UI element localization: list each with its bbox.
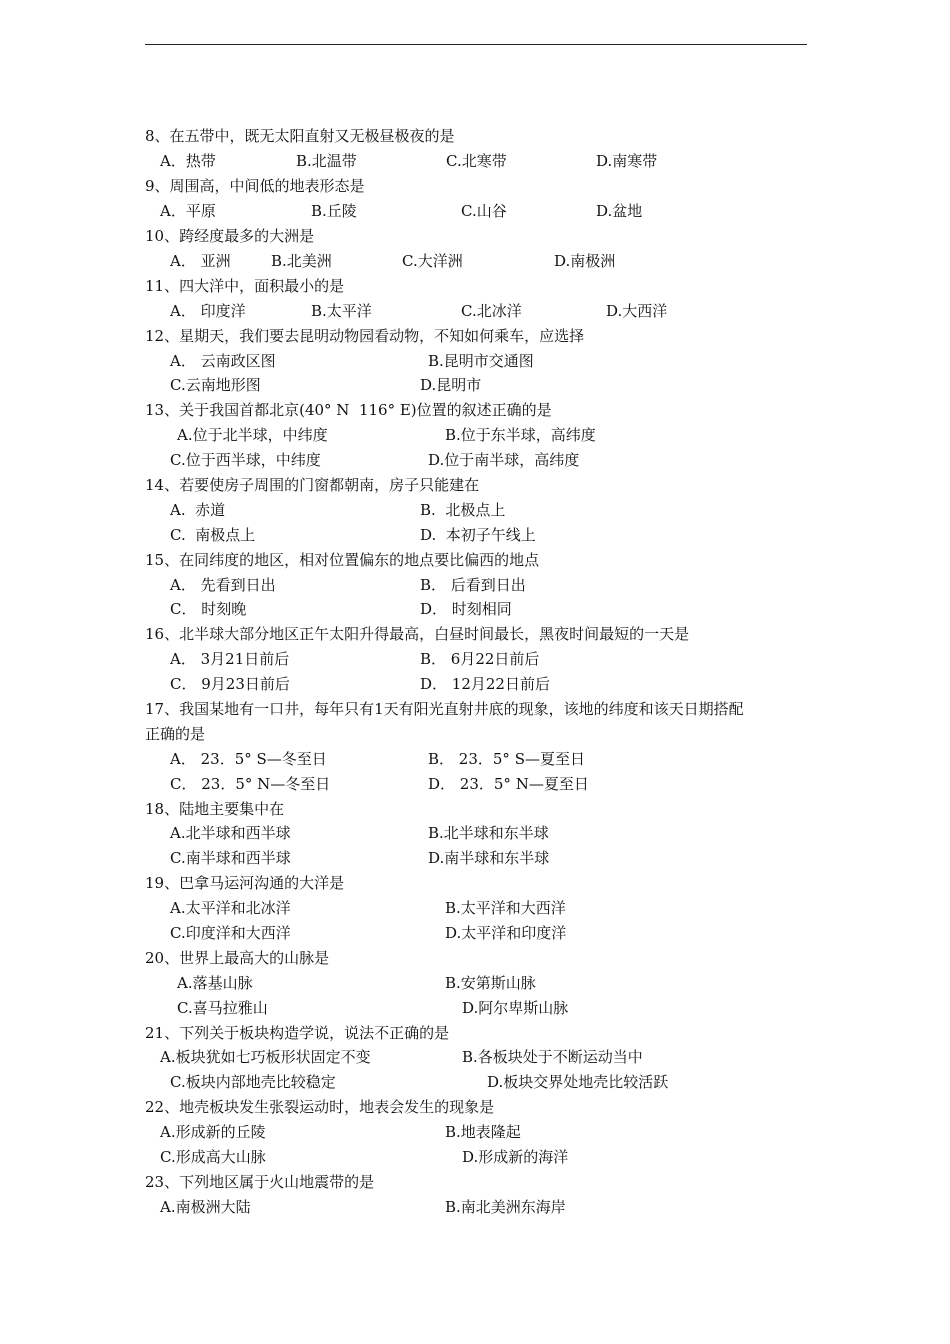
q20-option-a: A.落基山脉 [177,974,253,992]
q9-option-a: A．平原 [160,202,216,220]
q18-option-b: B.北半球和东半球 [428,824,549,842]
header-rule [145,44,807,45]
question-14-stem: 14、若要使房子周围的门窗都朝南，房子只能建在 [145,476,480,494]
q14-option-d: D. 本初子午线上 [420,526,536,544]
q20-option-d: D.阿尔卑斯山脉 [462,999,569,1017]
question-10-stem: 10、跨经度最多的大洲是 [145,227,315,245]
q11-option-a: A． 印度洋 [170,302,246,320]
q14-option-b: B. 北极点上 [420,501,506,519]
q20-option-c: C.喜马拉雅山 [177,999,268,1017]
question-18-stem: 18、陆地主要集中在 [145,800,285,818]
q9-option-d: D.盆地 [596,202,643,220]
q12-option-b: B.昆明市交通图 [428,352,534,370]
q21-option-b: B.各板块处于不断运动当中 [462,1048,643,1066]
question-23-stem: 23、下列地区属于火山地震带的是 [145,1173,375,1191]
question-13-stem: 13、关于我国首都北京(40° N 116° E)位置的叙述正确的是 [145,401,552,419]
q9-option-b: B.丘陵 [311,202,357,220]
q16-option-b: B． 6月22日前后 [420,650,540,668]
question-21-stem: 21、下列关于板块构造学说，说法不正确的是 [145,1024,450,1042]
q22-option-a: A.形成新的丘陵 [160,1123,266,1141]
question-9-stem: 9、周围高，中间低的地表形态是 [145,177,365,195]
q8-option-d: D.南寒带 [596,152,658,170]
q11-option-c: C.北冰洋 [461,302,522,320]
question-11-stem: 11、四大洋中，面积最小的是 [145,277,345,295]
q14-option-a: A. 赤道 [170,501,226,519]
q22-option-b: B.地表隆起 [445,1123,521,1141]
q17-option-c: C． 23．5° N—冬至日 [170,775,331,793]
q10-option-b: B.北美洲 [271,252,332,270]
q17-option-a: A． 23．5° S—冬至日 [170,750,327,768]
question-17-stem-continued: 正确的是 [145,725,206,743]
q22-option-d: D.形成新的海洋 [462,1148,569,1166]
q23-option-b: B.南北美洲东海岸 [445,1198,566,1216]
q10-option-d: D.南极洲 [554,252,616,270]
q13-option-d: D.位于南半球，高纬度 [428,451,580,469]
q21-option-c: C.板块内部地壳比较稳定 [170,1073,336,1091]
q21-option-a: A.板块犹如七巧板形状固定不变 [160,1048,371,1066]
q15-option-c: C． 时刻晚 [170,600,247,618]
q13-option-c: C.位于西半球，中纬度 [170,451,321,469]
q16-option-d: D． 12月22日前后 [420,675,550,693]
q21-option-d: D.板块交界处地壳比较活跃 [487,1073,669,1091]
q15-option-b: B． 后看到日出 [420,576,526,594]
q17-option-b: B． 23．5° S—夏至日 [428,750,585,768]
q13-option-a: A.位于北半球，中纬度 [177,426,328,444]
q18-option-c: C.南半球和西半球 [170,849,291,867]
q13-option-b: B.位于东半球，高纬度 [445,426,596,444]
question-12-stem: 12、星期天，我们要去昆明动物园看动物，不知如何乘车，应选择 [145,327,585,345]
q23-option-a: A.南极洲大陆 [160,1198,251,1216]
q9-option-c: C.山谷 [461,202,507,220]
q16-option-a: A． 3月21日前后 [170,650,290,668]
q18-option-d: D.南半球和东半球 [428,849,550,867]
q10-option-c: C.大洋洲 [402,252,463,270]
q18-option-a: A.北半球和西半球 [170,824,291,842]
q8-option-a: A．热带 [160,152,216,170]
q11-option-d: D.大西洋 [606,302,668,320]
question-15-stem: 15、在同纬度的地区，相对位置偏东的地点要比偏西的地点 [145,551,540,569]
q19-option-b: B.太平洋和大西洋 [445,899,566,917]
q11-option-b: B.太平洋 [311,302,372,320]
q14-option-c: C. 南极点上 [170,526,256,544]
q19-option-c: C.印度洋和大西洋 [170,924,291,942]
q12-option-c: C.云南地形图 [170,376,261,394]
q10-option-a: A． 亚洲 [170,252,231,270]
question-8-stem: 8、在五带中，既无太阳直射又无极昼极夜的是 [145,127,455,145]
q20-option-b: B.安第斯山脉 [445,974,536,992]
question-16-stem: 16、北半球大部分地区正午太阳升得最高，白昼时间最长，黑夜时间最短的一天是 [145,625,690,643]
q15-option-a: A． 先看到日出 [170,576,276,594]
q15-option-d: D． 时刻相同 [420,600,512,618]
question-20-stem: 20、世界上最高大的山脉是 [145,949,330,967]
q19-option-a: A.太平洋和北冰洋 [170,899,291,917]
q8-option-b: B.北温带 [296,152,357,170]
q12-option-d: D.昆明市 [420,376,482,394]
q12-option-a: A． 云南政区图 [170,352,276,370]
question-17-stem: 17、我国某地有一口井，每年只有1天有阳光直射井底的现象，该地的纬度和该天日期搭配 [145,700,744,718]
question-19-stem: 19、巴拿马运河沟通的大洋是 [145,874,345,892]
q22-option-c: C.形成高大山脉 [160,1148,266,1166]
q19-option-d: D.太平洋和印度洋 [445,924,567,942]
q16-option-c: C． 9月23日前后 [170,675,290,693]
question-22-stem: 22、地壳板块发生张裂运动时，地表会发生的现象是 [145,1098,495,1116]
q17-option-d: D． 23．5° N—夏至日 [428,775,589,793]
q8-option-c: C.北寒带 [446,152,507,170]
